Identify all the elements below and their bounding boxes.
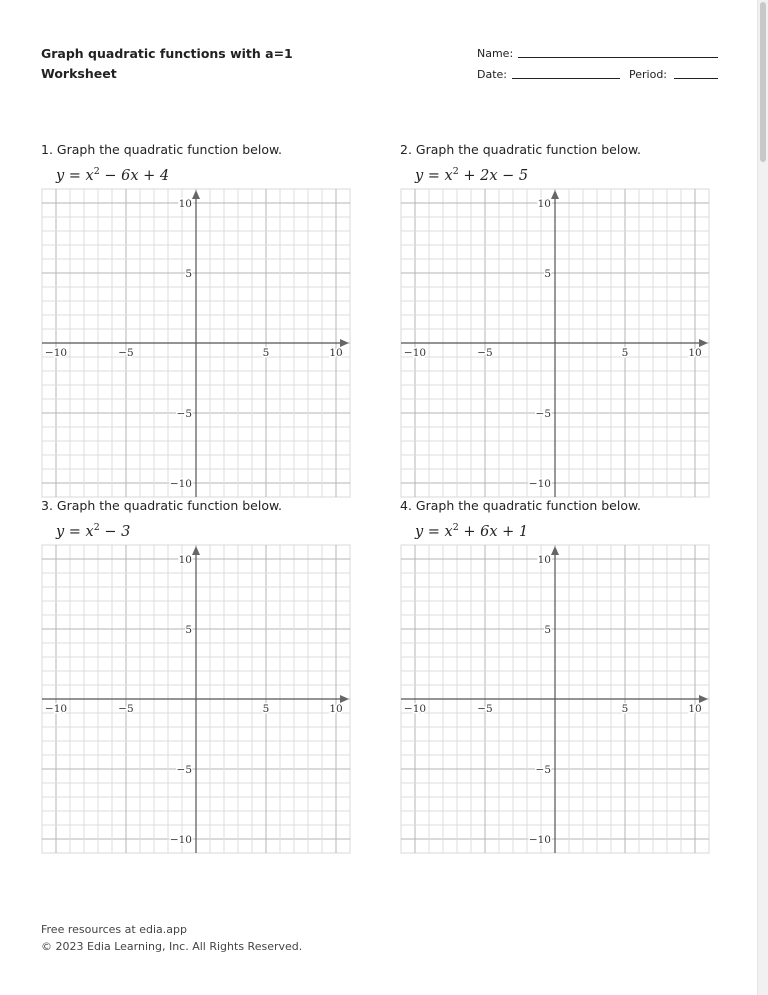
x-tick-label: −10 xyxy=(403,703,427,715)
footer xyxy=(41,921,302,955)
x-tick-label: 5 xyxy=(621,347,629,359)
x-tick-label: 10 xyxy=(329,347,343,359)
y-tick-label: 10 xyxy=(537,198,551,210)
x-tick-label: −5 xyxy=(477,703,493,715)
y-tick-label: 10 xyxy=(178,554,192,566)
x-tick-label: 5 xyxy=(262,703,270,715)
y-tick-label: −5 xyxy=(176,764,192,776)
worksheet-title xyxy=(41,44,293,84)
y-axis-arrow xyxy=(192,190,200,199)
y-tick-label: −5 xyxy=(176,408,192,420)
question-equation: $y = x^2 - 6x + 4$ xyxy=(56,166,170,184)
coordinate-grid[interactable] xyxy=(400,544,710,854)
question-equation: $y = x^2 - 3$ xyxy=(56,522,131,540)
name-label: Name: xyxy=(477,47,514,60)
y-tick-label: 10 xyxy=(537,554,551,566)
y-tick-label: 5 xyxy=(185,624,192,636)
name-field[interactable] xyxy=(518,57,718,58)
question-prompt: 1. Graph the quadratic function below. xyxy=(41,142,283,157)
footer-resources: Free resources at edia.app xyxy=(41,923,187,936)
x-axis-arrow xyxy=(699,695,708,703)
y-tick-label: −10 xyxy=(169,478,192,490)
y-tick-label: −5 xyxy=(535,764,551,776)
y-axis-arrow xyxy=(551,546,559,555)
x-axis-arrow xyxy=(340,339,349,347)
y-tick-label: 10 xyxy=(178,198,192,210)
y-tick-label: 5 xyxy=(544,624,551,636)
footer-copyright: © 2023 Edia Learning, Inc. All Rights Reserved. xyxy=(41,940,303,953)
scrollbar-thumb[interactable] xyxy=(760,2,766,162)
period-field[interactable] xyxy=(674,78,718,79)
y-tick-label: −10 xyxy=(528,478,551,490)
x-tick-label: 10 xyxy=(329,703,343,715)
date-field[interactable] xyxy=(512,78,620,79)
coordinate-grid[interactable] xyxy=(400,188,710,498)
y-tick-label: 5 xyxy=(185,268,192,280)
x-tick-label: −10 xyxy=(403,347,427,359)
question-equation: $y = x^2 + 2x - 5$ xyxy=(415,166,529,184)
x-tick-label: −5 xyxy=(477,347,493,359)
question-prompt: 2. Graph the quadratic function below. xyxy=(400,142,642,157)
x-tick-label: −5 xyxy=(118,347,134,359)
title-line-1: Graph quadratic functions with a=1 xyxy=(41,46,293,61)
y-axis-arrow xyxy=(192,546,200,555)
question-prompt: 4. Graph the quadratic function below. xyxy=(400,498,642,513)
question-equation: $y = x^2 + 6x + 1$ xyxy=(415,522,529,540)
x-tick-label: −5 xyxy=(118,703,134,715)
question-prompt: 3. Graph the quadratic function below. xyxy=(41,498,283,513)
x-tick-label: 5 xyxy=(621,703,629,715)
title-line-2: Worksheet xyxy=(41,66,117,81)
y-tick-label: −5 xyxy=(535,408,551,420)
coordinate-grid[interactable] xyxy=(41,544,351,854)
y-tick-label: 5 xyxy=(544,268,551,280)
x-tick-label: 5 xyxy=(262,347,270,359)
x-tick-label: 10 xyxy=(688,703,702,715)
x-axis-arrow xyxy=(699,339,708,347)
y-tick-label: −10 xyxy=(169,834,192,846)
x-tick-label: −10 xyxy=(44,703,68,715)
x-tick-label: −10 xyxy=(44,347,68,359)
y-tick-label: −10 xyxy=(528,834,551,846)
date-label: Date: xyxy=(477,68,507,81)
y-axis-arrow xyxy=(551,190,559,199)
x-axis-arrow xyxy=(340,695,349,703)
vertical-scrollbar[interactable] xyxy=(757,0,768,995)
coordinate-grid[interactable] xyxy=(41,188,351,498)
x-tick-label: 10 xyxy=(688,347,702,359)
period-label: Period: xyxy=(629,68,668,81)
